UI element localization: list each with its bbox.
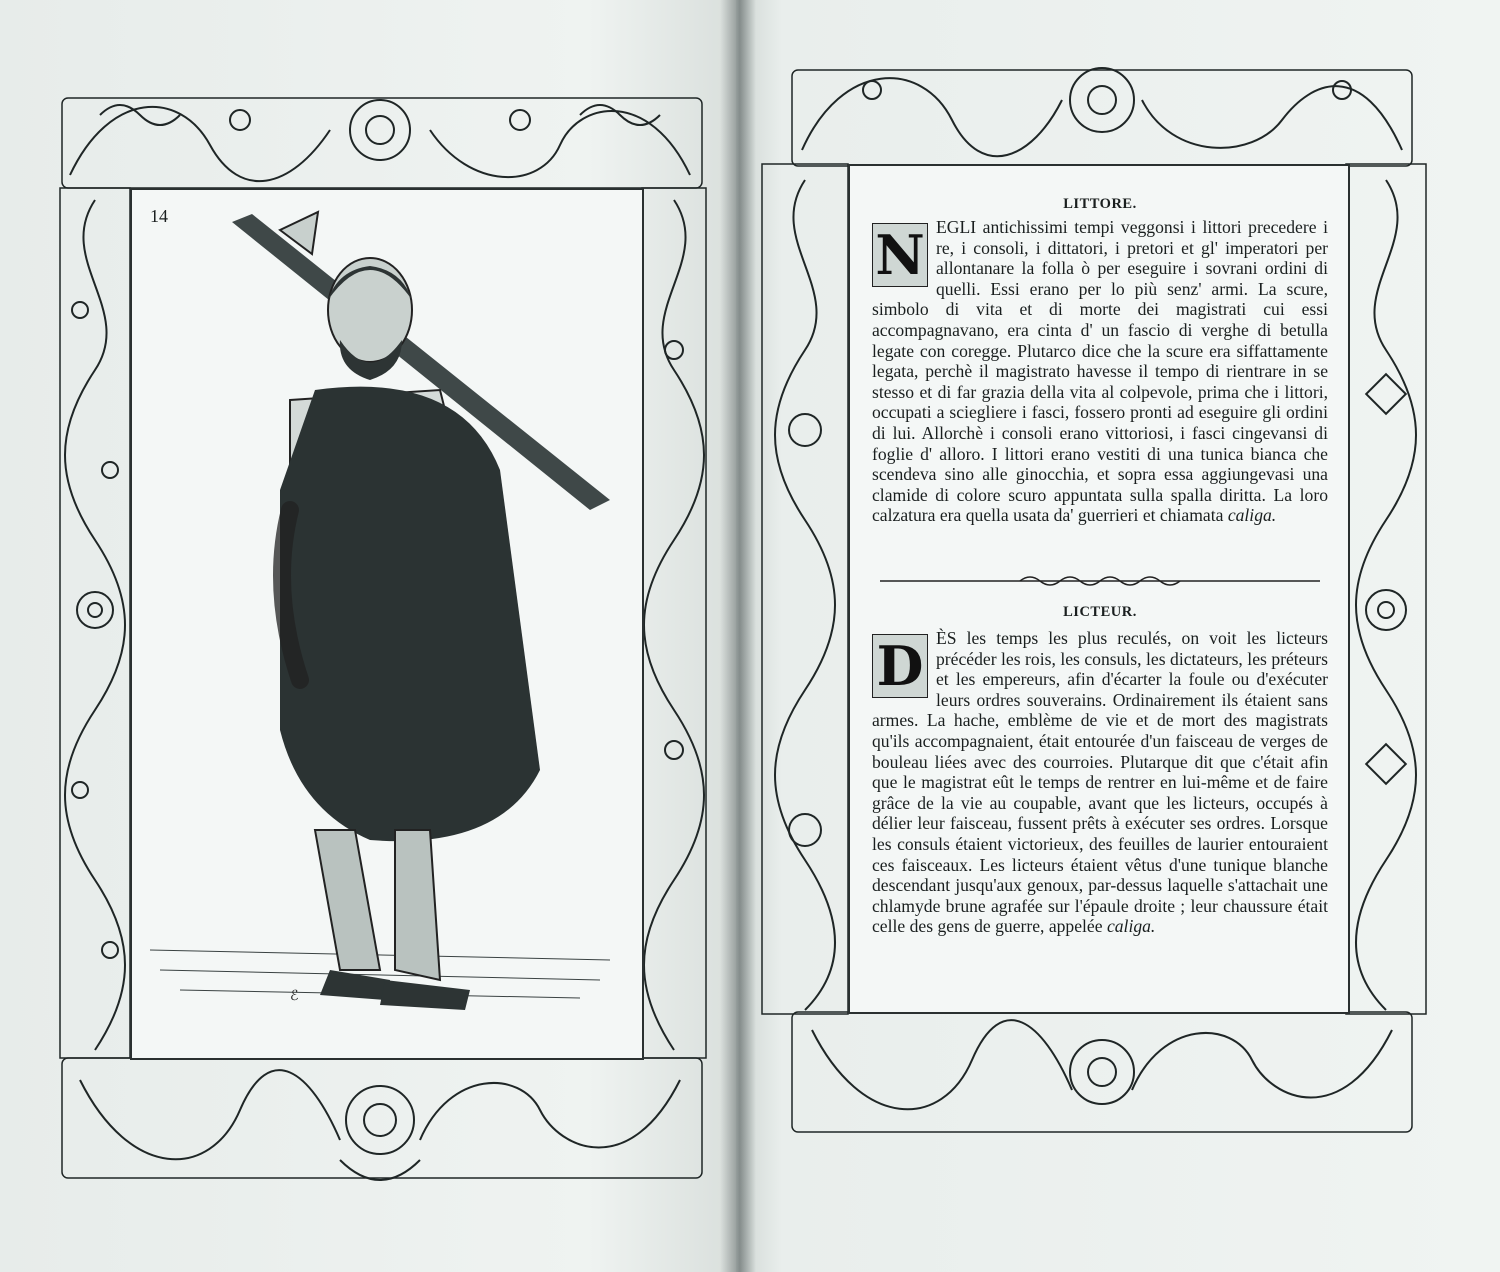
italian-title: LITTORE. <box>1063 196 1137 212</box>
french-body: D ÈS les temps les plus reculés, on voit les licteurs précéder les rois, les consuls, les dictateurs, les préteurs et les empereurs, afin d'écarter la foule ou d'exécuter leurs ordres souverains. Ordinairement ils étaient sans armes. La hache, emblème de vie et de mort des magistrats qu'ils accompagnaient, était entourée d'un faisceau de verges de bouleau liées avec des courroies. Plutarque dit que c'était afin que le magistrat eût le temps de rentrer en lui-même et de faire grâce de la vie au coupable, avant que les licteurs, occupés à délier leur faisceau, fussent prêts à exécuter ses ordres. Lorsque les consuls étaient victorieux, des feuilles de laurier entouraient ces faisceaux. Les licteurs étaient vêtus d'une tunique blanche descendant jusqu'aux genoux, par-dessus laquelle s'attachait une chlamyde brune agrafée sur l'épaule droite ; leur chaussure était celle des gens de guerre, appelée caliga. <box>872 628 1328 937</box>
lictor-engraving <box>140 210 630 1050</box>
book-gutter <box>720 0 756 1272</box>
page-number: 14 <box>150 206 168 226</box>
svg-text:ℰ: ℰ <box>290 989 299 1004</box>
italian-dropcap: N <box>872 223 928 287</box>
italian-body: N EGLI antichissimi tempi veggonsi i littori precedere i re, i consoli, i dittatori, i pretori et gl' imperatori per allontanare la folla ò per eseguire i sovrani ordini di quelli. Essi erano per lo più senz' armi. La scure, simbolo di vita et di morte dei magistrati cui essi accompagnavano, era cinta d' un fascio di verghe di betulla legate con coregge. Plutarco dice che la scure era siffattamente legata, perchè il magistrato havesse il tempo di rientrare in se stesso et di far grazia della vita al colpevole, prima che i littori, occupati a sciegliere i fasci, fossero pronti ad eseguire gli ordini di lui. Allorchè i consoli erano vittoriosi, i fasci cingevansi di foglie d' alloro. I littori erano vestiti di una tunica bianca che scendeva sino alle ginocchia, et sopra essa aggiungevasi una clamide di colore scuro appuntata sulla spalla diritta. La loro calzatura era quella usata da' guerrieri et chiamata caliga. <box>872 217 1328 526</box>
french-dropcap: D <box>872 634 928 698</box>
section-divider <box>880 574 1320 588</box>
french-title: LICTEUR. <box>1063 604 1137 620</box>
